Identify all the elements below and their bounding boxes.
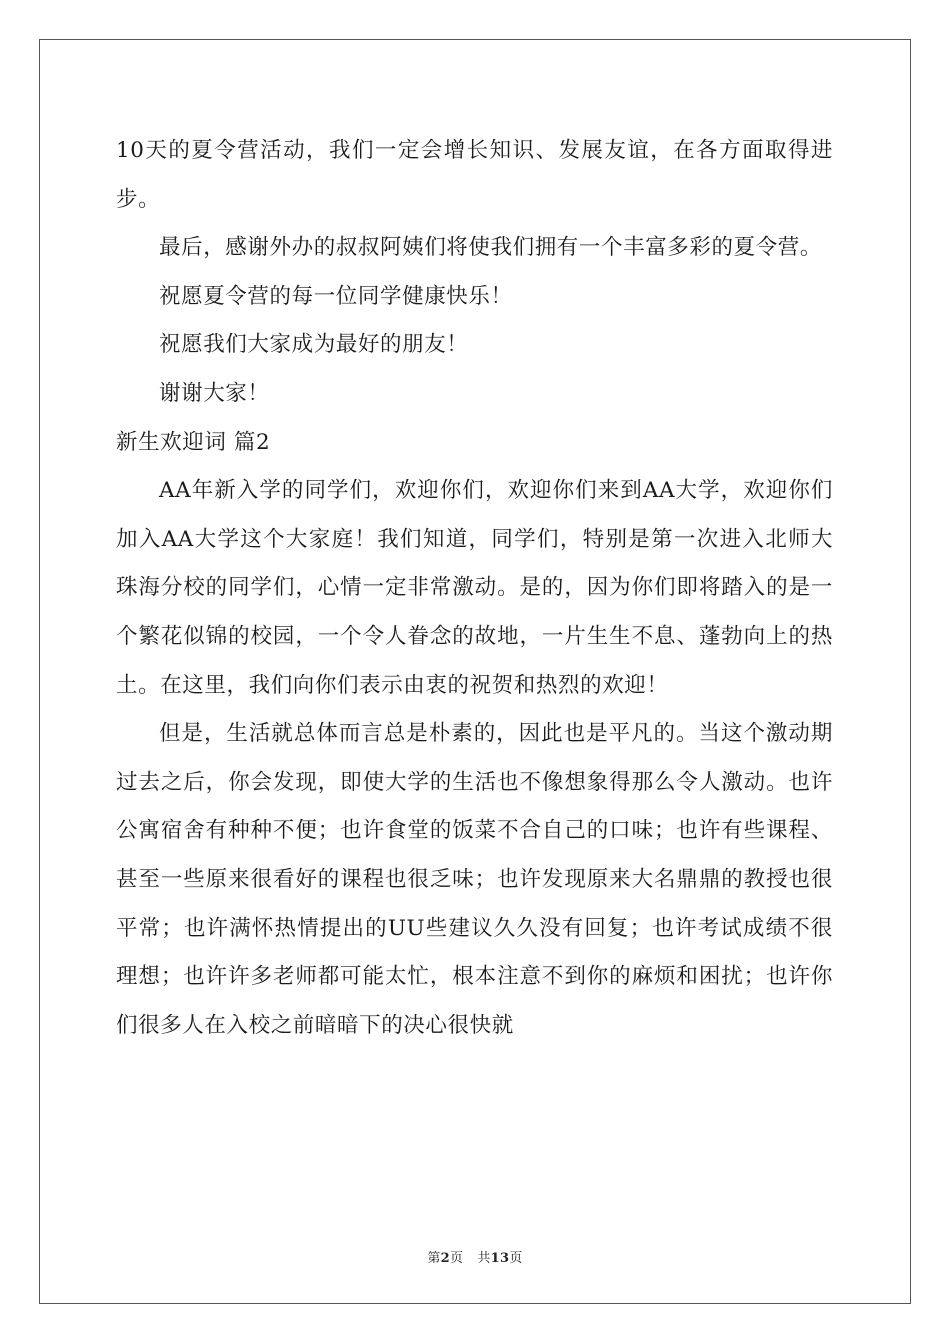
document-body: [116, 127, 833, 1050]
total-pages: 13: [490, 1251, 510, 1266]
total-prefix: 共: [477, 1251, 491, 1266]
paragraph-5: 谢谢大家！: [159, 380, 270, 406]
page-prefix: 第: [427, 1251, 441, 1266]
paragraph-3: 祝愿夏令营的每一位同学健康快乐！: [159, 283, 513, 309]
paragraph-7: 但是，生活就总体而言总是朴素的，因此也是平凡的。当这个激动期过去之后，你会发现，即使大学的生活也不像想象得那么令人激动。也许公寓宿舍有种种不便；也许食堂的饭菜不合自己的口味；也许有些课程、甚至一些原来很看好的课程也很乏味；也许发现原来大名鼎鼎的教授也很平常；也许满怀热情提出的UU些建议久久没有回复；也许考试成绩不很理想；也许许多老师都可能太忙，根本注意不到你的麻烦和困扰；也许你们很多人在入校之前暗暗下的决心很快就: [116, 721, 833, 1038]
paragraph-2: 最后，感谢外办的叔叔阿姨们将使我们拥有一个丰富多彩的夏令营。: [159, 235, 823, 261]
page-footer: [0, 1247, 950, 1266]
total-suffix: 页: [509, 1251, 523, 1266]
page-number: 2: [440, 1251, 451, 1266]
section-heading: 新生欢迎词 篇2: [116, 429, 271, 455]
paragraph-4: 祝愿我们大家成为最好的朋友！: [159, 332, 469, 358]
paragraph-6: AA年新入学的同学们，欢迎你们，欢迎你们来到AA大学，欢迎你们加入AA大学这个大家庭！我们知道，同学们，特别是第一次进入北师大珠海分校的同学们，心情一定非常激动。是的，因为你们即将踏入的是一个繁花似锦的校园，一个令人眷念的故地，一片生生不息、蓬勃向上的热土。在这里，我们向你们表示由衷的祝贺和热烈的欢迎！: [116, 478, 833, 698]
paragraph-1: 10天的夏令营活动，我们一定会增长知识、发展友谊，在各方面取得进步。: [116, 138, 833, 212]
page-suffix: 页: [450, 1251, 464, 1266]
